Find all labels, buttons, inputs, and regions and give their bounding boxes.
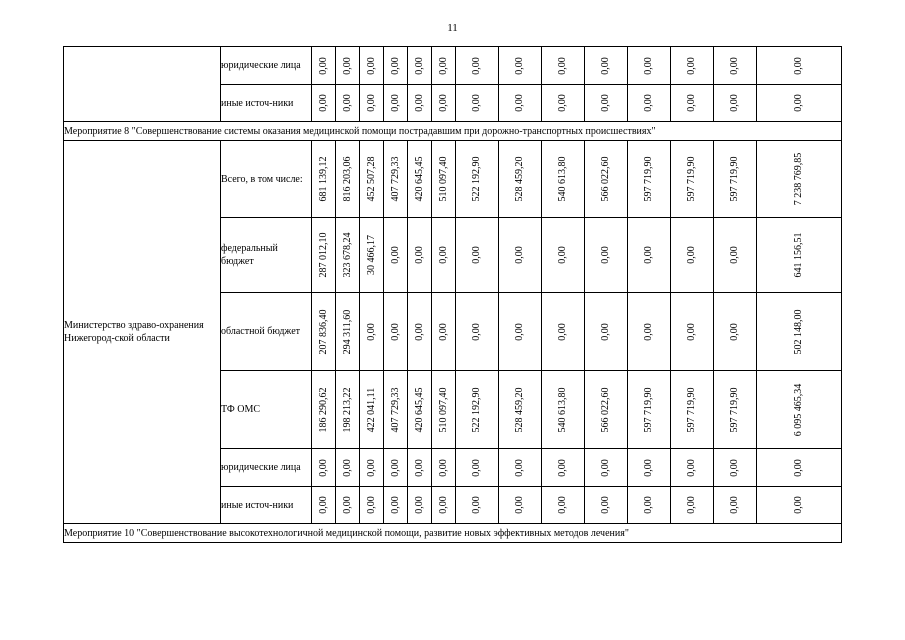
cell-value: 0,00 — [413, 246, 425, 264]
cell-value: 0,00 — [600, 458, 611, 477]
cell-value: 0,00 — [471, 94, 482, 112]
value-cell — [432, 449, 456, 487]
value-cell — [336, 141, 360, 218]
cell-value: 0,00 — [793, 56, 804, 75]
value-cell — [312, 487, 336, 524]
cell-value: 420 645,45 — [413, 156, 425, 202]
value-cell — [542, 47, 585, 85]
value-cell — [408, 218, 432, 293]
value-cell — [360, 487, 384, 524]
value-cell — [432, 85, 456, 122]
cell-value: 0,00 — [686, 246, 697, 264]
value-cell — [671, 141, 714, 218]
cell-value: 0,00 — [341, 496, 353, 514]
value-cell — [432, 487, 456, 524]
value-cell — [628, 487, 671, 524]
value-cell — [432, 47, 456, 85]
value-cell — [312, 449, 336, 487]
cell-value: 0,00 — [514, 458, 525, 477]
value-cell — [671, 487, 714, 524]
cell-value: 0,00 — [317, 56, 329, 75]
value-cell — [585, 293, 628, 371]
value-cell — [585, 47, 628, 85]
cell-value: 0,00 — [600, 56, 611, 75]
cell-value: 287 012,10 — [317, 232, 329, 278]
value-cell — [456, 449, 499, 487]
value-cell — [757, 218, 842, 293]
value-cell — [432, 371, 456, 449]
cell-value: 30 466,17 — [365, 235, 377, 275]
value-cell — [714, 85, 757, 122]
value-cell — [714, 141, 757, 218]
cell-value: 0,00 — [341, 56, 353, 75]
cell-value: 0,00 — [514, 496, 525, 514]
cell-value: 641 156,51 — [793, 232, 804, 278]
cell-value: 0,00 — [686, 496, 697, 514]
cell-value: 510 097,40 — [437, 156, 449, 202]
cell-value: 566 022,60 — [600, 156, 611, 202]
cell-value: 407 729,33 — [389, 156, 401, 202]
value-cell — [585, 371, 628, 449]
value-cell — [585, 449, 628, 487]
value-cell — [360, 449, 384, 487]
cell-value: 0,00 — [729, 496, 740, 514]
value-cell — [757, 293, 842, 371]
value-cell — [757, 141, 842, 218]
page-number: 11 — [447, 22, 458, 34]
cell-value: 198 213,22 — [341, 387, 353, 432]
cell-value: 0,00 — [643, 322, 654, 341]
cell-value: 0,00 — [413, 94, 425, 112]
cell-value: 0,00 — [600, 322, 611, 341]
value-cell — [714, 449, 757, 487]
cell-value: 0,00 — [413, 496, 425, 514]
value-cell — [585, 487, 628, 524]
cell-value: 0,00 — [514, 56, 525, 75]
value-cell — [360, 47, 384, 85]
cell-value: 0,00 — [413, 322, 425, 341]
measure-row — [64, 122, 842, 141]
cell-value: 207 836,40 — [317, 309, 329, 354]
value-cell — [384, 293, 408, 371]
cell-value: 0,00 — [686, 458, 697, 477]
value-cell — [336, 371, 360, 449]
cell-value: 0,00 — [437, 94, 449, 112]
cell-value: 0,00 — [389, 56, 401, 75]
value-cell — [671, 47, 714, 85]
cell-value: 0,00 — [437, 246, 449, 264]
cell-value: 528 459,20 — [514, 156, 525, 202]
cell-value: 0,00 — [643, 458, 654, 477]
table-row — [64, 47, 842, 85]
value-cell — [671, 293, 714, 371]
source-cell: иные источ-ники — [221, 85, 312, 122]
cell-value: 528 459,20 — [514, 387, 525, 432]
cell-value: 0,00 — [365, 458, 377, 477]
cell-value: 0,00 — [389, 496, 401, 514]
value-cell — [408, 293, 432, 371]
value-cell — [542, 293, 585, 371]
value-cell — [336, 218, 360, 293]
value-cell — [628, 449, 671, 487]
value-cell — [628, 293, 671, 371]
measure-row — [64, 524, 842, 543]
value-cell — [456, 293, 499, 371]
value-cell — [408, 371, 432, 449]
cell-value: 0,00 — [514, 322, 525, 341]
value-cell — [384, 47, 408, 85]
value-cell — [757, 47, 842, 85]
value-cell — [408, 85, 432, 122]
value-cell — [757, 487, 842, 524]
source-cell: юридические лица — [221, 47, 312, 85]
cell-value: 597 719,90 — [643, 387, 654, 432]
cell-value: 0,00 — [389, 458, 401, 477]
value-cell — [336, 487, 360, 524]
value-cell — [360, 85, 384, 122]
cell-value: 0,00 — [793, 458, 804, 477]
cell-value: 0,00 — [686, 322, 697, 341]
cell-value: 407 729,33 — [389, 387, 401, 432]
cell-value: 0,00 — [365, 322, 377, 341]
cell-value: 0,00 — [686, 94, 697, 112]
cell-value: 0,00 — [557, 246, 568, 264]
value-cell — [336, 293, 360, 371]
table-row — [64, 141, 842, 218]
cell-value: 452 507,28 — [365, 156, 377, 202]
value-cell — [757, 371, 842, 449]
cell-value: 0,00 — [686, 56, 697, 75]
source-cell: Всего, в том числе: — [221, 141, 312, 218]
value-cell — [499, 47, 542, 85]
value-cell — [408, 47, 432, 85]
cell-value: 0,00 — [600, 94, 611, 112]
value-cell — [384, 449, 408, 487]
value-cell — [336, 449, 360, 487]
cell-value: 597 719,90 — [686, 387, 697, 432]
value-cell — [757, 85, 842, 122]
value-cell — [499, 487, 542, 524]
organization-cell — [64, 47, 221, 122]
cell-value: 0,00 — [389, 322, 401, 341]
cell-value: 0,00 — [729, 458, 740, 477]
value-cell — [585, 141, 628, 218]
value-cell — [360, 371, 384, 449]
cell-value: 0,00 — [643, 94, 654, 112]
value-cell — [336, 85, 360, 122]
cell-value: 816 203,06 — [341, 156, 353, 202]
cell-value: 323 678,24 — [341, 232, 353, 278]
cell-value: 566 022,60 — [600, 387, 611, 432]
value-cell — [312, 85, 336, 122]
cell-value: 0,00 — [317, 94, 329, 112]
cell-value: 0,00 — [389, 246, 401, 264]
cell-value: 522 192,90 — [471, 387, 482, 432]
cell-value: 0,00 — [471, 496, 482, 514]
cell-value: 597 719,90 — [729, 156, 740, 202]
cell-value: 0,00 — [793, 496, 804, 514]
cell-value: 0,00 — [437, 56, 449, 75]
cell-value: 0,00 — [729, 322, 740, 341]
value-cell — [757, 449, 842, 487]
cell-value: 0,00 — [557, 458, 568, 477]
cell-value: 0,00 — [600, 246, 611, 264]
value-cell — [671, 449, 714, 487]
value-cell — [585, 85, 628, 122]
value-cell — [628, 371, 671, 449]
value-cell — [499, 85, 542, 122]
cell-value: 540 613,80 — [557, 387, 568, 432]
value-cell — [408, 487, 432, 524]
value-cell — [542, 218, 585, 293]
value-cell — [628, 85, 671, 122]
cell-value: 0,00 — [365, 496, 377, 514]
cell-value: 597 719,90 — [729, 387, 740, 432]
source-cell: областной бюджет — [221, 293, 312, 371]
measure-title: Мероприятие 8 "Совершенствование системы оказания медицинской помощи пострадавшим при дорожно-транспортных происшествиях" — [64, 122, 842, 141]
value-cell — [542, 449, 585, 487]
measure-title: Мероприятие 10 "Совершенствование высокотехнологичной медицинской помощи, развитие новых эффективных методов лечения" — [64, 524, 842, 543]
cell-value: 0,00 — [729, 56, 740, 75]
value-cell — [671, 218, 714, 293]
value-cell — [542, 85, 585, 122]
value-cell — [432, 218, 456, 293]
cell-value: 0,00 — [471, 322, 482, 341]
value-cell — [456, 141, 499, 218]
value-cell — [312, 293, 336, 371]
cell-value: 0,00 — [413, 56, 425, 75]
value-cell — [628, 141, 671, 218]
cell-value: 502 148,00 — [793, 309, 804, 354]
value-cell — [432, 141, 456, 218]
source-cell: ТФ ОМС — [221, 371, 312, 449]
value-cell — [499, 141, 542, 218]
cell-value: 0,00 — [365, 56, 377, 75]
cell-value: 294 311,60 — [341, 309, 353, 354]
value-cell — [671, 371, 714, 449]
value-cell — [628, 47, 671, 85]
cell-value: 0,00 — [600, 496, 611, 514]
cell-value: 597 719,90 — [643, 156, 654, 202]
value-cell — [499, 371, 542, 449]
cell-value: 0,00 — [643, 496, 654, 514]
value-cell — [432, 293, 456, 371]
value-cell — [384, 218, 408, 293]
cell-value: 7 238 769,85 — [793, 152, 804, 206]
cell-value: 597 719,90 — [686, 156, 697, 202]
cell-value: 0,00 — [341, 94, 353, 112]
value-cell — [714, 293, 757, 371]
cell-value: 0,00 — [557, 322, 568, 341]
value-cell — [384, 371, 408, 449]
value-cell — [542, 141, 585, 218]
source-cell: юридические лица — [221, 449, 312, 487]
cell-value: 0,00 — [557, 94, 568, 112]
cell-value: 0,00 — [437, 496, 449, 514]
value-cell — [360, 218, 384, 293]
cell-value: 0,00 — [557, 496, 568, 514]
cell-value: 0,00 — [437, 458, 449, 477]
cell-value: 0,00 — [389, 94, 401, 112]
value-cell — [499, 218, 542, 293]
value-cell — [671, 85, 714, 122]
cell-value: 0,00 — [514, 94, 525, 112]
cell-value: 0,00 — [341, 458, 353, 477]
value-cell — [456, 371, 499, 449]
source-cell: федеральный бюджет — [221, 218, 312, 293]
budget-table — [63, 46, 842, 543]
cell-value: 0,00 — [365, 94, 377, 112]
value-cell — [312, 218, 336, 293]
cell-value: 6 095 465,34 — [793, 383, 804, 436]
organization-cell: Министерство здраво-охранения Нижегород-ской области — [64, 141, 221, 524]
cell-value: 0,00 — [643, 246, 654, 264]
cell-value: 0,00 — [729, 94, 740, 112]
value-cell — [408, 449, 432, 487]
value-cell — [360, 141, 384, 218]
cell-value: 0,00 — [437, 322, 449, 341]
value-cell — [714, 487, 757, 524]
cell-value: 0,00 — [317, 458, 329, 477]
value-cell — [456, 85, 499, 122]
value-cell — [384, 141, 408, 218]
value-cell — [384, 85, 408, 122]
cell-value: 186 290,62 — [317, 387, 329, 432]
cell-value: 0,00 — [729, 246, 740, 264]
value-cell — [499, 293, 542, 371]
value-cell — [714, 371, 757, 449]
cell-value: 0,00 — [471, 458, 482, 477]
value-cell — [628, 218, 671, 293]
value-cell — [456, 47, 499, 85]
cell-value: 681 139,12 — [317, 156, 329, 202]
cell-value: 422 041,11 — [365, 387, 377, 432]
value-cell — [542, 487, 585, 524]
cell-value: 0,00 — [643, 56, 654, 75]
cell-value: 0,00 — [557, 56, 568, 75]
value-cell — [456, 487, 499, 524]
cell-value: 0,00 — [793, 94, 804, 112]
value-cell — [585, 218, 628, 293]
value-cell — [714, 218, 757, 293]
cell-value: 420 645,45 — [413, 387, 425, 432]
value-cell — [714, 47, 757, 85]
cell-value: 0,00 — [471, 246, 482, 264]
cell-value: 0,00 — [317, 496, 329, 514]
cell-value: 0,00 — [471, 56, 482, 75]
value-cell — [336, 47, 360, 85]
value-cell — [499, 449, 542, 487]
cell-value: 540 613,80 — [557, 156, 568, 202]
cell-value: 0,00 — [413, 458, 425, 477]
value-cell — [312, 141, 336, 218]
cell-value: 0,00 — [514, 246, 525, 264]
value-cell — [360, 293, 384, 371]
value-cell — [408, 141, 432, 218]
value-cell — [312, 371, 336, 449]
value-cell — [456, 218, 499, 293]
cell-value: 510 097,40 — [437, 387, 449, 432]
value-cell — [542, 371, 585, 449]
value-cell — [384, 487, 408, 524]
value-cell — [312, 47, 336, 85]
cell-value: 522 192,90 — [471, 156, 482, 202]
source-cell: иные источ-ники — [221, 487, 312, 524]
